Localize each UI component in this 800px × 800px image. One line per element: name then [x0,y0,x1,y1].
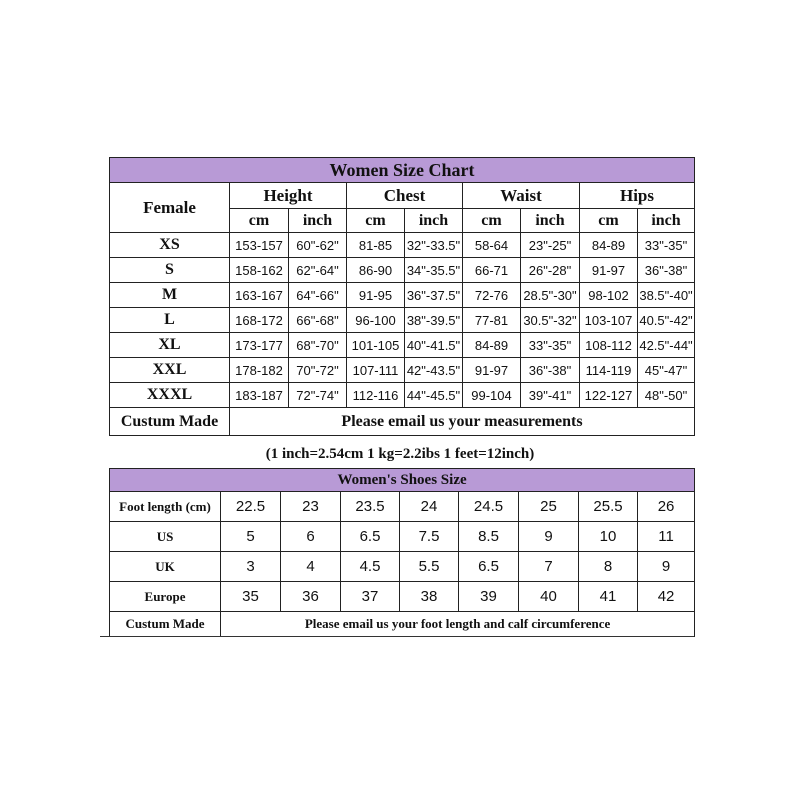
size-cell: 28.5"-30" [521,283,580,308]
size-cell: 66-71 [463,258,521,283]
size-cell: 33"-35" [521,333,580,358]
size-cell: 45"-47" [638,358,695,383]
size-cell: 114-119 [580,358,638,383]
size-cell: 91-95 [347,283,405,308]
bottom-divider [100,636,694,637]
size-cell: 40"-41.5" [405,333,463,358]
shoe-row-label: Foot length (cm) [110,492,221,522]
size-cell: 108-112 [580,333,638,358]
size-row [110,258,695,283]
shoe-cell: 25 [519,492,579,522]
size-cell: 103-107 [580,308,638,333]
size-cell: 72"-74" [289,383,347,408]
unit-header: cm [347,209,405,233]
female-header: Female [110,183,230,233]
shoes-custom-made-text: Please email us your foot length and calf circumference [221,612,695,637]
size-cell: 32"-33.5" [405,233,463,258]
group-header-hips: Hips [580,183,695,209]
size-cell: 81-85 [347,233,405,258]
size-cell: 39"-41" [521,383,580,408]
size-label: XXXL [110,383,230,408]
size-chart-title: Women Size Chart [110,158,695,183]
conversion-note: (1 inch=2.54cm 1 kg=2.2ibs 1 feet=12inch) [265,446,535,462]
size-row [110,333,695,358]
size-cell: 48"-50" [638,383,695,408]
shoe-row-label: US [110,522,221,552]
size-cell: 96-100 [347,308,405,333]
shoes-size-table [109,468,695,637]
shoe-row-label: Europe [110,582,221,612]
size-cell: 60"-62" [289,233,347,258]
shoe-cell: 41 [579,582,638,612]
size-cell: 42"-43.5" [405,358,463,383]
size-row [110,233,695,258]
shoe-cell: 10 [579,522,638,552]
size-cell: 34"-35.5" [405,258,463,283]
shoes-custom-made-label: Custum Made [110,612,221,637]
size-label: S [110,258,230,283]
shoe-cell: 7.5 [400,522,459,552]
shoe-cell: 40 [519,582,579,612]
size-cell: 84-89 [580,233,638,258]
custom-made-text: Please email us your measurements [230,408,695,436]
size-cell: 158-162 [230,258,289,283]
size-cell: 36"-38" [638,258,695,283]
shoe-cell: 7 [519,552,579,582]
shoe-cell: 5.5 [400,552,459,582]
group-header-chest: Chest [347,183,463,209]
shoe-cell: 3 [221,552,281,582]
size-cell: 58-64 [463,233,521,258]
size-cell: 70"-72" [289,358,347,383]
shoe-cell: 39 [459,582,519,612]
size-cell: 62"-64" [289,258,347,283]
shoe-cell: 36 [281,582,341,612]
size-cell: 86-90 [347,258,405,283]
shoe-cell: 8.5 [459,522,519,552]
size-cell: 122-127 [580,383,638,408]
unit-header: inch [289,209,347,233]
size-label: XS [110,233,230,258]
size-cell: 38"-39.5" [405,308,463,333]
shoe-cell: 9 [519,522,579,552]
size-label: XL [110,333,230,358]
unit-header: inch [638,209,695,233]
shoe-cell: 24.5 [459,492,519,522]
size-row [110,358,695,383]
size-cell: 66"-68" [289,308,347,333]
shoe-cell: 6.5 [459,552,519,582]
shoe-cell: 25.5 [579,492,638,522]
unit-header: cm [463,209,521,233]
unit-header: inch [405,209,463,233]
shoe-row [110,522,695,552]
size-cell: 77-81 [463,308,521,333]
size-cell: 153-157 [230,233,289,258]
size-cell: 38.5"-40" [638,283,695,308]
shoe-cell: 11 [638,522,695,552]
size-cell: 173-177 [230,333,289,358]
unit-header: cm [580,209,638,233]
size-cell: 68"-70" [289,333,347,358]
custom-made-label: Custum Made [110,408,230,436]
size-label: L [110,308,230,333]
size-cell: 168-172 [230,308,289,333]
size-cell: 72-76 [463,283,521,308]
size-cell: 36"-37.5" [405,283,463,308]
shoe-cell: 23.5 [341,492,400,522]
shoe-cell: 5 [221,522,281,552]
shoe-row [110,582,695,612]
size-cell: 91-97 [463,358,521,383]
shoe-row [110,492,695,522]
size-cell: 23"-25" [521,233,580,258]
shoe-cell: 38 [400,582,459,612]
women-size-chart-table [109,157,695,436]
unit-header: inch [521,209,580,233]
shoe-cell: 42 [638,582,695,612]
size-cell: 30.5"-32" [521,308,580,333]
size-cell: 44"-45.5" [405,383,463,408]
shoe-cell: 37 [341,582,400,612]
shoe-row-label: UK [110,552,221,582]
size-cell: 183-187 [230,383,289,408]
size-cell: 178-182 [230,358,289,383]
shoe-cell: 8 [579,552,638,582]
size-cell: 64"-66" [289,283,347,308]
size-cell: 42.5"-44" [638,333,695,358]
size-label: M [110,283,230,308]
size-label: XXL [110,358,230,383]
size-cell: 99-104 [463,383,521,408]
group-header-waist: Waist [463,183,580,209]
size-cell: 107-111 [347,358,405,383]
size-cell: 101-105 [347,333,405,358]
shoe-cell: 24 [400,492,459,522]
shoes-size-title: Women's Shoes Size [110,469,695,492]
shoe-cell: 4 [281,552,341,582]
unit-header: cm [230,209,289,233]
shoe-cell: 22.5 [221,492,281,522]
shoe-cell: 6 [281,522,341,552]
shoe-cell: 23 [281,492,341,522]
size-cell: 40.5"-42" [638,308,695,333]
shoe-cell: 26 [638,492,695,522]
size-cell: 163-167 [230,283,289,308]
shoe-cell: 9 [638,552,695,582]
size-cell: 26"-28" [521,258,580,283]
size-row [110,283,695,308]
size-cell: 36"-38" [521,358,580,383]
group-header-height: Height [230,183,347,209]
size-row [110,308,695,333]
shoe-row [110,552,695,582]
size-cell: 84-89 [463,333,521,358]
shoe-cell: 35 [221,582,281,612]
shoe-cell: 4.5 [341,552,400,582]
size-cell: 112-116 [347,383,405,408]
size-cell: 33"-35" [638,233,695,258]
size-cell: 98-102 [580,283,638,308]
shoe-cell: 6.5 [341,522,400,552]
size-row [110,383,695,408]
size-cell: 91-97 [580,258,638,283]
